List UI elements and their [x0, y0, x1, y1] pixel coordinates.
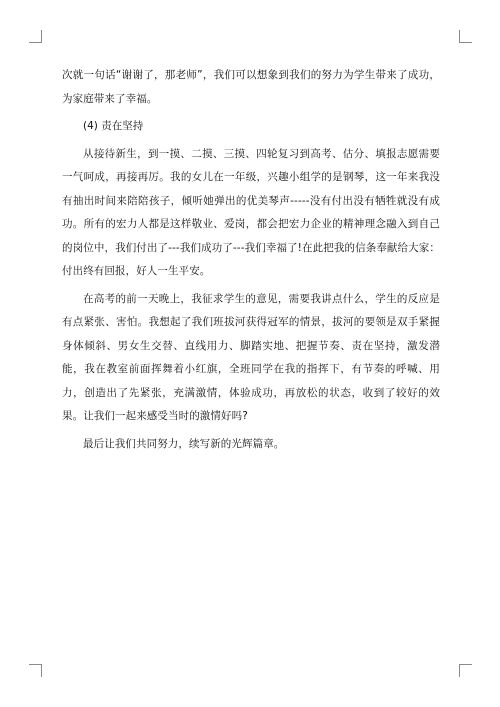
- section-heading: (4) 责在坚持: [83, 120, 144, 132]
- page-body: [62, 64, 440, 460]
- paragraph: 从接待新生，到一摸、二摸、三摸、四轮复习到高考、估分、填报志愿需要一气呵成，再接再厉。我的女儿在一年级，兴趣小组学的是钢琴，这一年来我没有抽出时间来陪陪孩子，倾听她弹出的优美琴声-----没有付出没有牺牲就没有成功。所有的宏力人都是这样敬业、爱岗，都会把宏力企业的精神理念融入到自己的岗位中，我们付出了---我们成功了---我们幸福了!在此把我的信条奉献给大家：付出终有回报，好人一生平安。: [62, 147, 440, 277]
- crop-mark-bottom-left: [29, 664, 42, 677]
- crop-mark-bottom-right: [459, 664, 472, 677]
- paragraph-closing: 最后让我们共同努力，续写新的光辉篇章。: [83, 437, 285, 450]
- paragraph: 在高考的前一天晚上，我征求学生的意见，需要我讲点什么，学生的反应是有点紧张、害怕。我想起了我们班拔河获得冠军的情景，拔河的要领是双手紧握身体倾斜、男女生交替、直线用力、脚踏实地、把握节奏、责在坚持，激发潜能，我在教室前面挥舞着小红旗，全班同学在我的指挥下，有节奏的呼喊、用力，创造出了先紧张，充满激情，体验成功，再放松的状态，收到了较好的效果。让我们一起来感受当时的激情好吗?: [62, 292, 440, 422]
- crop-mark-top-left: [29, 30, 42, 43]
- paragraph-continuation: 次就一句话“谢谢了，那老师”，我们可以想象到我们的努力为学生带来了成功，为家庭带来了幸福。: [62, 69, 440, 105]
- crop-mark-top-right: [459, 30, 472, 43]
